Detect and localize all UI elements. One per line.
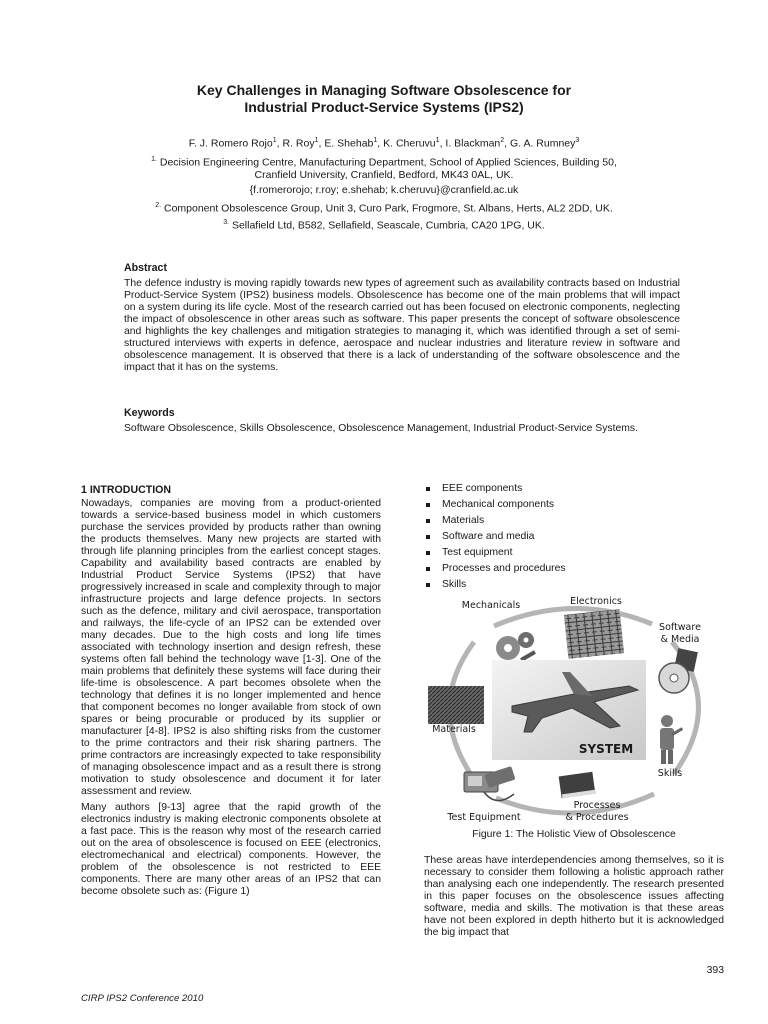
author-name: F. J. Romero Rojo xyxy=(188,137,273,150)
author-name: E. Shehab xyxy=(324,137,374,150)
list-item: Test equipment xyxy=(424,547,724,563)
label-media: & Media xyxy=(660,634,700,645)
intro-paragraph-1: Nowadays, companies are moving from a product-oriented towards a service-based business model in which customers purchase the services provided by products rather than owning the products themselves. Many new projects are started with through life planning principles from the earliest concept stages. Capability and availability based contracts are enabled by Industrial Product Service Systems (IPS2) that have progressively increased in scale and complexity through to major infrastructure projects and large defence projects. In sectors such as the defence, military and civil aerospace, transportation and railways, the life-cycle of an IPS2 can be extended over many decades. Due to the high costs and long life times associated with technology insertion and design refresh, these systems often fall behind the technology wave [1-3]. One of the main problems that definitely these systems will face during their life-time is obsolescence. A part becomes obsolete when the technology that defines it is no longer implemented and hence that component becomes no longer available from stock of own spares or being procurable or produced by its supplier or manufacturer [4-8]. IPS2 is also shifting risks from the customer to the prime contractors and their risk sharing partners. The prime contractors are increasingly expected to take responsibility of managing obsolescence impact and as a result there is strong motivation to study obsolescence and document it for later assessment and review. xyxy=(81,498,381,797)
software-disc-icon xyxy=(659,648,698,693)
left-column xyxy=(81,484,381,902)
affil-mark: 1. xyxy=(151,155,157,163)
label-skills: Skills xyxy=(657,768,683,779)
abstract-text: The defence industry is moving rapidly towards new types of agreement such as availability contracts based on Industrial Product-Service System (IPS2) business models. Obsolescence has become one of the main problems that will impact on a system during its life cycle. Most of the research carried out has been focused on electronic components, neglecting the impact of obsolescence in other areas such as software. This paper presents the concept of software obsolescence and highlights the key challenges and mitigation strategies to managing it, which was identified through a set of semi-structured interviews with experts in defence, aerospace and nuclear industries and literature review in software and obsolescence management. It is observed that there is a lack of understanding of the software obsolescence and the impact that it has on the systems. xyxy=(124,278,680,373)
figure-holistic-view xyxy=(424,594,724,826)
affil-mark: 3. xyxy=(223,218,230,226)
author-name: G. A. Rumney xyxy=(510,137,576,150)
keywords-heading: Keywords xyxy=(124,407,175,419)
intro-paragraph-2: Many authors [9-13] agree that the rapid growth of the electronics industry is making electronic components obsolete at a fast pace. This is the reason why most of the research carried out on the area of obsolescence is focused on EEE (electronics, electromechanical and electrical) components. However, the problem of the obsolescence is not restricted to EEE components. There are many other areas of an IPS2 that can become obsolete such as: (Figure 1) xyxy=(81,802,381,897)
author-affil-mark: 2 xyxy=(500,137,505,144)
author-emails: {f.romerorojo; r.roy; e.shehab; k.cheruvu}@cranfield.ac.uk xyxy=(249,184,519,196)
keywords-text: Software Obsolescence, Skills Obsolescence, Obsolescence Management, Industrial Product-Service Systems. xyxy=(124,423,638,434)
label-electronics: Electronics xyxy=(570,596,622,607)
label-mechanicals: Mechanicals xyxy=(461,600,521,611)
list-item: EEE components xyxy=(424,483,724,499)
list-item: Software and media xyxy=(424,531,724,547)
list-item: Processes and procedures xyxy=(424,563,724,579)
author-name: K. Cheruvu xyxy=(383,137,436,150)
label-system: SYSTEM xyxy=(578,742,634,756)
gears-icon xyxy=(496,632,536,662)
list-item: Skills xyxy=(424,579,724,595)
label-procedures: & Procedures xyxy=(565,812,629,823)
materials-fabric-icon xyxy=(428,686,484,724)
keywords-section xyxy=(124,407,680,435)
author-name: I. Blackman xyxy=(445,137,501,150)
affiliation-3: $^{3.}$ Sellafield Ltd, B582, Sellafield, Seascale, Cumbria, CA20 1PG, UK. xyxy=(223,218,545,231)
affiliation-2: $^{2.}$ Component Obsolescence Group, Unit 3, Curo Park, Frogmore, St. Albans, Herts, AL2 2DD, UK. xyxy=(155,202,613,215)
affiliation-1-cont: Cranfield University, Cranfield, Bedford, MK43 0AL, UK. xyxy=(254,169,514,181)
list-item: Mechanical components xyxy=(424,499,724,515)
obsolescence-areas-list xyxy=(424,483,724,595)
author-name: R. Roy xyxy=(282,137,315,150)
title-line-1: Key Challenges in Managing Software Obsolescence for xyxy=(196,82,572,98)
circuit-board-icon xyxy=(564,609,624,659)
paper-title xyxy=(0,82,768,116)
page-number: 393 xyxy=(706,965,724,976)
label-test-equipment: Test Equipment xyxy=(447,812,521,823)
label-processes: Processes xyxy=(573,800,621,811)
label-software: Software xyxy=(659,622,701,633)
procedures-book-icon xyxy=(559,772,596,799)
figure-caption: Figure 1: The Holistic View of Obsolescence xyxy=(472,829,676,840)
list-item: Materials xyxy=(424,515,724,531)
affil-mark: 2. xyxy=(155,202,162,209)
abstract-section xyxy=(124,262,680,374)
title-line-2: Industrial Product-Service Systems (IPS2) xyxy=(244,99,524,115)
authors-block xyxy=(0,134,768,232)
author-affil-mark: 1 xyxy=(373,137,378,144)
affiliation-1: $^{1.}$ Decision Engineering Centre, Manufacturing Department, School of Applied Sciences, Building 50, xyxy=(151,155,617,168)
author-affil-mark: 3 xyxy=(575,137,580,144)
author-affil-mark: 1 xyxy=(435,137,440,144)
author-affil-mark: 1 xyxy=(272,137,277,144)
skilled-worker-icon xyxy=(660,715,683,764)
author-list: F. J. Romero Rojo$^1$, R. Roy$^1$, E. Shehab$^1$, K. Cheruvu$^1$, I. Blackman$^2$, G. A. Rumney$^3$ xyxy=(188,137,580,150)
label-materials: Materials xyxy=(432,724,476,735)
abstract-heading: Abstract xyxy=(124,262,167,274)
right-paragraph: These areas have interdependencies among themselves, so it is necessary to consider them following a holistic approach rather than analysing each one independently. The research presented in this paper focuses on the obsolescence issues affecting software, media and skills. The motivation is that these areas have not been explored in depth hitherto but it is acknowledged the big impact that xyxy=(424,855,724,938)
conference-footer: CIRP IPS2 Conference 2010 xyxy=(81,993,204,1004)
section-heading-introduction: 1 INTRODUCTION xyxy=(81,484,172,496)
author-affil-mark: 1 xyxy=(314,137,319,144)
